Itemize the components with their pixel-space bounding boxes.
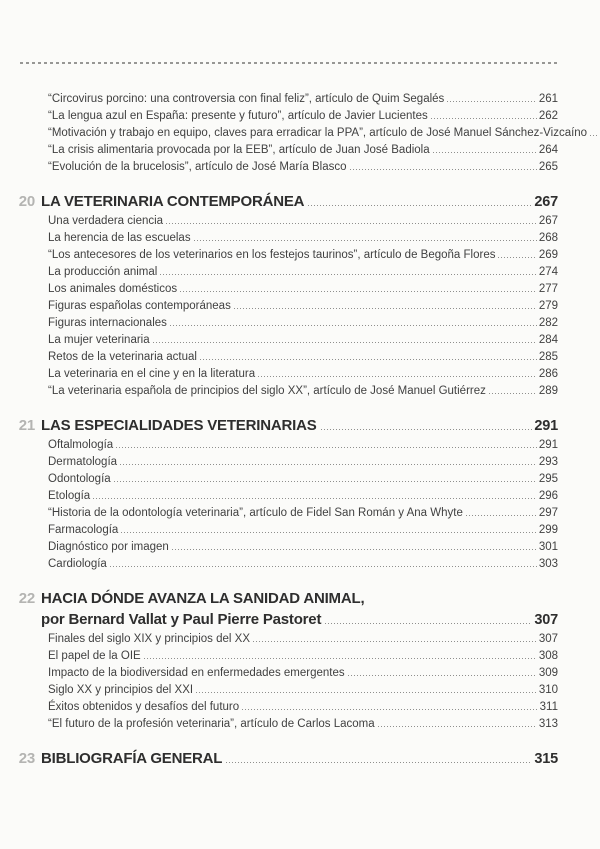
toc-entry (0, 156, 600, 173)
dotted-leader (166, 223, 537, 224)
chapter-page: 267 (534, 194, 558, 210)
toc-entry (0, 312, 600, 329)
dotted-leader (93, 498, 537, 499)
toc-entry-page: 277 (538, 283, 558, 295)
toc-entry-label: “El futuro de la profesión veterinaria”, artículo de Carlos Lacoma (48, 718, 375, 730)
toc-entry-page: 301 (538, 541, 558, 553)
toc-entry (0, 363, 600, 380)
toc-entry-label: “Historia de la odontología veterinaria”, artículo de Fidel San Román y Ana Whyte (48, 507, 463, 519)
toc-entry-label: Etología (48, 490, 91, 502)
chapter-heading-line (0, 746, 600, 767)
toc-entry-label: Farmacología (48, 524, 119, 536)
toc-entry (0, 346, 600, 363)
chapter-heading-line (0, 586, 600, 607)
toc-entry-label: Finales del siglo XIX y principios del XX (48, 633, 250, 645)
dotted-leader (194, 240, 537, 241)
toc-entry-label: Cardiología (48, 558, 107, 570)
toc-entry (0, 329, 600, 346)
toc-entry (0, 434, 600, 451)
toc-entry-page: 274 (538, 266, 558, 278)
dotted-leader (308, 205, 532, 206)
toc-entry-label: “La lengua azul en España: presente y futuro”, artículo de Javier Lucientes (48, 110, 428, 122)
toc-entry-page: 311 (539, 701, 558, 713)
chapter-heading (0, 413, 600, 434)
chapter-title: LA VETERINARIA CONTEMPORÁNEA (41, 193, 305, 210)
toc-entry-page: 291 (538, 439, 558, 451)
toc-entry (0, 502, 600, 519)
dotted-leader (121, 532, 537, 533)
dotted-leader (116, 447, 537, 448)
toc-entry-page: 293 (538, 456, 558, 468)
dotted-leader (110, 566, 537, 567)
chapter-page: 307 (534, 612, 558, 628)
dotted-leader (200, 359, 537, 360)
toc-entry-page: 267 (538, 215, 558, 227)
dotted-leader (153, 342, 537, 343)
toc-entry (0, 88, 600, 105)
dotted-leader (590, 135, 598, 136)
dotted-leader (321, 429, 533, 430)
toc-entry-page: 313 (538, 718, 558, 730)
toc-entry (0, 139, 600, 156)
toc-entry-label: Dermatología (48, 456, 118, 468)
chapter-title: HACIA DÓNDE AVANZA LA SANIDAD ANIMAL, (41, 590, 365, 607)
toc-entry-label: Figuras españolas contemporáneas (48, 300, 231, 312)
toc-entry-page: 310 (538, 684, 558, 696)
toc-entry-label: Los animales domésticos (48, 283, 178, 295)
toc-entry-label: Oftalmología (48, 439, 114, 451)
chapter-page: 315 (534, 751, 558, 767)
toc-entry-label: Odontología (48, 473, 111, 485)
chapter-heading (0, 586, 600, 628)
chapter-title: por Bernard Vallat y Paul Pierre Pastoret (41, 611, 322, 628)
toc-entry-page: 264 (538, 144, 558, 156)
dotted-leader (170, 325, 537, 326)
toc-entry-label: “Circovirus porcino: una controversia con final feliz”, artículo de Quim Segalés (48, 93, 445, 105)
toc-entry (0, 105, 600, 122)
toc-entry (0, 122, 600, 139)
toc-entry-page: 295 (538, 473, 558, 485)
dotted-leader (120, 464, 537, 465)
chapter-heading-line (0, 189, 600, 210)
dashed-divider (20, 62, 557, 64)
toc-entry-page: 299 (538, 524, 558, 536)
toc-entry-label: “Motivación y trabajo en equipo, claves para erradicar la PPA”, artículo de José Manuel Sánchez-Vizcaíno (48, 127, 588, 139)
dotted-leader (172, 549, 537, 550)
toc-entry (0, 380, 600, 397)
toc-entry-page: 297 (538, 507, 558, 519)
dotted-leader (447, 101, 537, 102)
toc-entry-page: 286 (538, 368, 558, 380)
dotted-leader (431, 118, 537, 119)
toc-entry-page: 289 (538, 385, 558, 397)
toc-entry-label: “Evolución de la brucelosis”, artículo de José María Blasco (48, 161, 347, 173)
toc-entry-page: 269 (538, 249, 558, 261)
toc-entry-label: “La crisis alimentaria provocada por la EEB”, artículo de Juan José Badiola (48, 144, 430, 156)
toc-entry-label: Una verdadera ciencia (48, 215, 164, 227)
toc-entry (0, 662, 600, 679)
toc-entry-label: “La veterinaria española de principios del siglo XX”, artículo de José Manuel Gutiérrez (48, 385, 486, 397)
toc-entry-page: 307 (538, 633, 558, 645)
chapter-number: 22 (18, 590, 35, 607)
toc-entry (0, 519, 600, 536)
dotted-leader (144, 658, 537, 659)
toc-entry-label: Diagnóstico por imagen (48, 541, 169, 553)
dotted-leader (348, 675, 537, 676)
toc-entry-page: 285 (538, 351, 558, 363)
dotted-leader (253, 641, 537, 642)
toc-entry (0, 485, 600, 502)
toc-entry-page: 309 (538, 667, 558, 679)
dotted-leader (433, 152, 537, 153)
toc-list (0, 88, 600, 767)
toc-entry-label: La mujer veterinaria (48, 334, 150, 346)
toc-entry-page: 261 (538, 93, 558, 105)
toc-entry-label: Siglo XX y principios del XXI (48, 684, 194, 696)
toc-entry (0, 210, 600, 227)
chapter-title: BIBLIOGRAFÍA GENERAL (41, 750, 223, 767)
chapter-title: LAS ESPECIALIDADES VETERINARIAS (41, 417, 317, 434)
chapter-heading (0, 189, 600, 210)
dotted-leader (489, 393, 537, 394)
toc-entry-page: 262 (538, 110, 558, 122)
dotted-leader (378, 726, 537, 727)
toc-entry-label: La herencia de las escuelas (48, 232, 191, 244)
dotted-leader (498, 257, 536, 258)
toc-entry-label: Figuras internacionales (48, 317, 167, 329)
chapter-number: 23 (18, 750, 35, 767)
chapter-number: 20 (18, 193, 35, 210)
toc-entry (0, 696, 600, 713)
toc-entry-label: El papel de la OIE (48, 650, 141, 662)
dotted-leader (242, 709, 538, 710)
toc-entry-label: Retos de la veterinaria actual (48, 351, 197, 363)
toc-entry (0, 278, 600, 295)
toc-entry-page: 303 (538, 558, 558, 570)
toc-entry (0, 261, 600, 278)
chapter-page: 291 (534, 418, 558, 434)
dotted-leader (226, 762, 532, 763)
toc-entry-label: Éxitos obtenidos y desafíos del futuro (48, 701, 240, 713)
chapter-number: 21 (18, 417, 35, 434)
toc-entry (0, 451, 600, 468)
chapter-heading-line (0, 607, 600, 628)
toc-entry (0, 295, 600, 312)
dotted-leader (466, 515, 537, 516)
toc-entry-page: 296 (538, 490, 558, 502)
toc-entry (0, 628, 600, 645)
toc-entry (0, 679, 600, 696)
dotted-leader (180, 291, 537, 292)
toc-entry-label: Impacto de la biodiversidad en enfermedades emergentes (48, 667, 345, 679)
toc-entry-label: La veterinaria en el cine y en la literatura (48, 368, 256, 380)
toc-entry (0, 244, 600, 261)
toc-entry-page: 284 (538, 334, 558, 346)
toc-entry-page: 268 (538, 232, 558, 244)
toc-entry (0, 227, 600, 244)
dotted-leader (234, 308, 537, 309)
toc-entry (0, 553, 600, 570)
toc-entry (0, 468, 600, 485)
toc-entry (0, 645, 600, 662)
dotted-leader (114, 481, 537, 482)
toc-entry (0, 536, 600, 553)
chapter-heading (0, 746, 600, 767)
toc-entry-page: 265 (538, 161, 558, 173)
toc-entry-label: La producción animal (48, 266, 158, 278)
dotted-leader (160, 274, 536, 275)
toc-entry (0, 713, 600, 730)
chapter-heading-line (0, 413, 600, 434)
dotted-leader (350, 169, 537, 170)
dotted-leader (258, 376, 537, 377)
toc-entry-page: 282 (538, 317, 558, 329)
toc-entry-label: “Los antecesores de los veterinarios en los festejos taurinos”, artículo de Begoña Flores (48, 249, 496, 261)
toc-entry-page: 279 (538, 300, 558, 312)
dotted-leader (196, 692, 537, 693)
toc-entry-page: 308 (538, 650, 558, 662)
dotted-leader (325, 623, 532, 624)
